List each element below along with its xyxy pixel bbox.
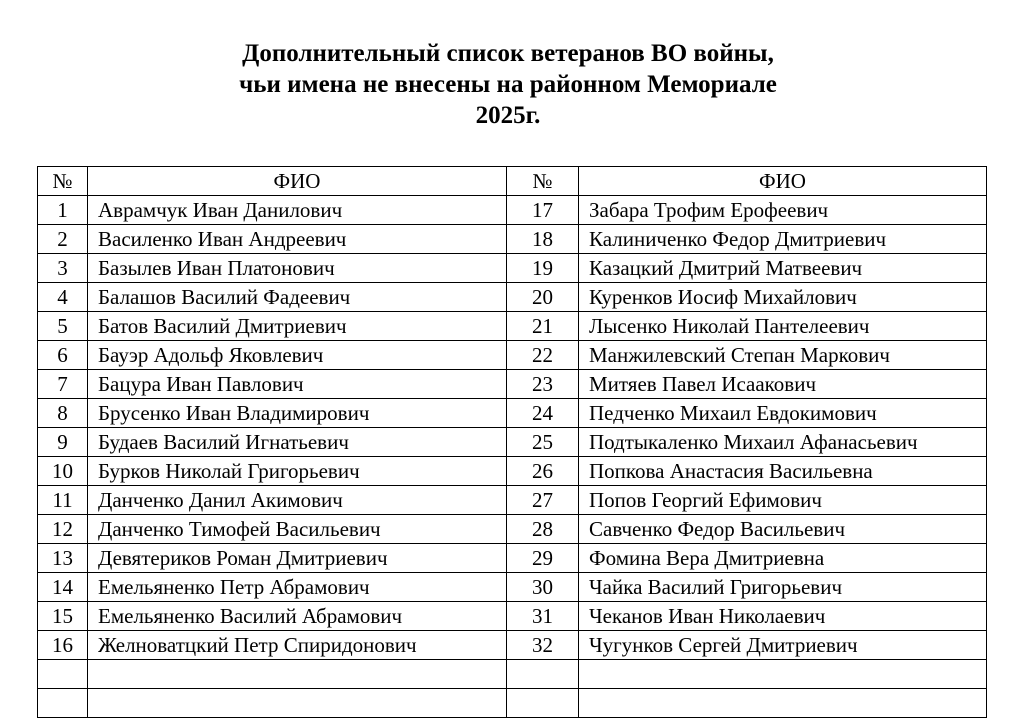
header-fio-right: ФИО: [579, 167, 987, 196]
row-fio-right: Педченко Михаил Евдокимович: [579, 399, 987, 428]
table-row: [38, 283, 987, 312]
table-row: [38, 573, 987, 602]
row-fio-left: Балашов Василий Фадеевич: [88, 283, 507, 312]
row-number-right: 31: [507, 602, 579, 631]
row-fio-right: Казацкий Дмитрий Матвеевич: [579, 254, 987, 283]
row-number-right: 19: [507, 254, 579, 283]
empty-cell: [88, 660, 507, 689]
row-number-right: 29: [507, 544, 579, 573]
row-number-right: 24: [507, 399, 579, 428]
row-number-left: 5: [38, 312, 88, 341]
row-number-left: 12: [38, 515, 88, 544]
title-line-1: Дополнительный список ветеранов ВО войны,: [242, 40, 774, 67]
header-fio-left: ФИО: [88, 167, 507, 196]
table-header-row: [38, 167, 987, 196]
row-number-left: 2: [38, 225, 88, 254]
row-number-right: 32: [507, 631, 579, 660]
row-fio-left: Бурков Николай Григорьевич: [88, 457, 507, 486]
empty-cell: [579, 660, 987, 689]
row-fio-right: Манжилевский Степан Маркович: [579, 341, 987, 370]
row-number-left: 4: [38, 283, 88, 312]
row-number-right: 25: [507, 428, 579, 457]
row-number-right: 17: [507, 196, 579, 225]
row-number-left: 11: [38, 486, 88, 515]
row-number-left: 7: [38, 370, 88, 399]
row-fio-left: Аврамчук Иван Данилович: [88, 196, 507, 225]
empty-cell: [88, 689, 507, 718]
row-fio-right: Попкова Анастасия Васильевна: [579, 457, 987, 486]
table-row: [38, 428, 987, 457]
row-fio-right: Подтыкаленко Михаил Афанасьевич: [579, 428, 987, 457]
row-fio-left: Бауэр Адольф Яковлевич: [88, 341, 507, 370]
row-number-right: 27: [507, 486, 579, 515]
row-fio-right: Савченко Федор Васильевич: [579, 515, 987, 544]
table-row-empty: [38, 660, 987, 689]
row-number-right: 30: [507, 573, 579, 602]
table-row: [38, 254, 987, 283]
table-row: [38, 225, 987, 254]
table-row: [38, 341, 987, 370]
empty-cell: [38, 689, 88, 718]
header-number-right: №: [507, 167, 579, 196]
header-number-left: №: [38, 167, 88, 196]
row-fio-right: Куренков Иосиф Михайлович: [579, 283, 987, 312]
document-title: [0, 38, 1016, 131]
row-fio-left: Желноватцкий Петр Спиридонович: [88, 631, 507, 660]
row-number-left: 14: [38, 573, 88, 602]
row-fio-left: Брусенко Иван Владимирович: [88, 399, 507, 428]
row-number-right: 18: [507, 225, 579, 254]
table-row: [38, 196, 987, 225]
table-row: [38, 544, 987, 573]
row-fio-left: Будаев Василий Игнатьевич: [88, 428, 507, 457]
title-line-3: 2025г.: [475, 102, 541, 129]
table-row: [38, 486, 987, 515]
row-number-right: 20: [507, 283, 579, 312]
table-row: [38, 631, 987, 660]
row-fio-right: Чугунков Сергей Дмитриевич: [579, 631, 987, 660]
row-number-left: 15: [38, 602, 88, 631]
row-number-right: 28: [507, 515, 579, 544]
row-fio-right: Чайка Василий Григорьевич: [579, 573, 987, 602]
row-fio-left: Данченко Данил Акимович: [88, 486, 507, 515]
row-number-left: 13: [38, 544, 88, 573]
row-fio-right: Калиниченко Федор Дмитриевич: [579, 225, 987, 254]
row-fio-right: Митяев Павел Исаакович: [579, 370, 987, 399]
row-number-left: 1: [38, 196, 88, 225]
table-row: [38, 602, 987, 631]
table-row: [38, 312, 987, 341]
empty-cell: [38, 660, 88, 689]
row-number-left: 3: [38, 254, 88, 283]
empty-cell: [507, 689, 579, 718]
row-number-right: 22: [507, 341, 579, 370]
row-fio-right: Попов Георгий Ефимович: [579, 486, 987, 515]
table-body: [38, 196, 987, 718]
row-fio-right: Фомина Вера Дмитриевна: [579, 544, 987, 573]
row-fio-left: Бацура Иван Павлович: [88, 370, 507, 399]
row-number-right: 26: [507, 457, 579, 486]
row-fio-right: Забара Трофим Ерофеевич: [579, 196, 987, 225]
row-fio-left: Емельяненко Василий Абрамович: [88, 602, 507, 631]
row-number-left: 16: [38, 631, 88, 660]
row-number-left: 8: [38, 399, 88, 428]
table-row: [38, 515, 987, 544]
row-fio-right: Лысенко Николай Пантелеевич: [579, 312, 987, 341]
row-fio-right: Чеканов Иван Николаевич: [579, 602, 987, 631]
row-fio-left: Девятериков Роман Дмитриевич: [88, 544, 507, 573]
table-row: [38, 457, 987, 486]
row-fio-left: Василенко Иван Андреевич: [88, 225, 507, 254]
veterans-table: [37, 166, 987, 718]
row-fio-left: Данченко Тимофей Васильевич: [88, 515, 507, 544]
row-number-left: 9: [38, 428, 88, 457]
table-row-empty: [38, 689, 987, 718]
table-row: [38, 399, 987, 428]
row-fio-left: Емельяненко Петр Абрамович: [88, 573, 507, 602]
empty-cell: [507, 660, 579, 689]
row-number-right: 23: [507, 370, 579, 399]
table-row: [38, 370, 987, 399]
row-fio-left: Базылев Иван Платонович: [88, 254, 507, 283]
row-fio-left: Батов Василий Дмитриевич: [88, 312, 507, 341]
title-line-2: чьи имена не внесены на районном Мемориале: [239, 71, 777, 98]
row-number-right: 21: [507, 312, 579, 341]
row-number-left: 6: [38, 341, 88, 370]
row-number-left: 10: [38, 457, 88, 486]
empty-cell: [579, 689, 987, 718]
